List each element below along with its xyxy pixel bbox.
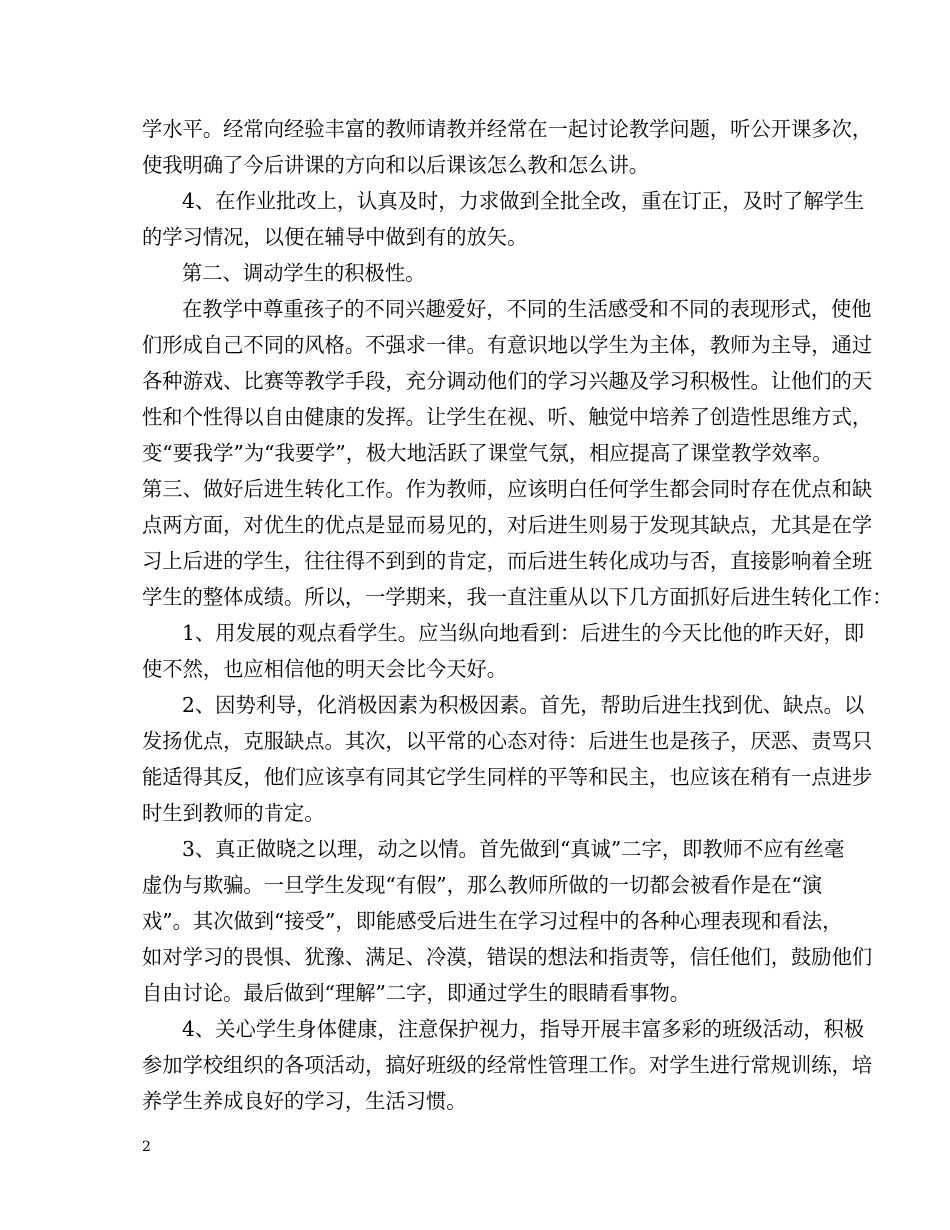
text-line: 使不然，也应相信他的明天会比今天好。 bbox=[142, 657, 508, 681]
text-line: 学水平。经常向经验丰富的教师请教并经常在一起讨论教学问题，听公开课多次， bbox=[142, 117, 873, 141]
text-line: 使我明确了今后讲课的方向和以后课该怎么教和怎么讲。 bbox=[142, 153, 650, 177]
text-line: 各种游戏、比赛等教学手段，充分调动他们的学习兴趣及学习积极性。让他们的天 bbox=[142, 369, 873, 393]
text-line: 参加学校组织的各项活动，搞好班级的经常性管理工作。对学生进行常规训练，培 bbox=[142, 1053, 873, 1077]
section-heading: 第三、做好后进生转化工作。作为教师，应该明白任何学生都会同时存在优点和缺 bbox=[142, 477, 873, 501]
text-line: 3、真正做晓之以理，动之以情。首先做到“真诚”二字，即教师不应有丝毫 bbox=[182, 837, 845, 861]
text-line: 4、关心学生身体健康，注意保护视力，指导开展丰富多彩的班级活动，积极 bbox=[182, 1017, 865, 1041]
text-line: 在教学中尊重孩子的不同兴趣爱好，不同的生活感受和不同的表现形式，使他 bbox=[182, 297, 872, 321]
section-heading: 第二、调动学生的积极性。 bbox=[182, 261, 426, 285]
text-line: 自由讨论。最后做到“理解”二字，即通过学生的眼睛看事物。 bbox=[142, 981, 691, 1005]
text-line: 性和个性得以自由健康的发挥。让学生在视、听、触觉中培养了创造性思维方式， bbox=[142, 405, 873, 429]
text-line: 4、在作业批改上，认真及时，力求做到全批全改，重在订正，及时了解学生 bbox=[182, 189, 865, 213]
text-line: 点两方面，对优生的优点是显而易见的，对后进生则易于发现其缺点，尤其是在学 bbox=[142, 513, 873, 537]
page-number: 2 bbox=[142, 1139, 151, 1155]
text-line: 时生到教师的肯定。 bbox=[142, 801, 325, 825]
text-line: 如对学习的畏惧、犹豫、满足、冷漠，错误的想法和指责等，信任他们，鼓励他们 bbox=[142, 945, 873, 969]
text-line: 习上后进的学生，往往得不到到的肯定，而后进生转化成功与否，直接影响着全班 bbox=[142, 549, 873, 573]
text-line: 们形成自己不同的风格。不强求一律。有意识地以学生为主体，教师为主导，通过 bbox=[142, 333, 873, 357]
text-line: 发扬优点，克服缺点。其次，以平常的心态对待：后进生也是孩子，厌恶、责骂只 bbox=[142, 729, 873, 753]
text-line: 变“要我学”为“我要学”，极大地活跃了课堂气氛，相应提高了课堂教学效率。 bbox=[142, 441, 833, 465]
text-line: 1、用发展的观点看学生。应当纵向地看到：后进生的今天比他的昨天好，即 bbox=[182, 621, 865, 645]
text-line: 2、因势利导，化消极因素为积极因素。首先，帮助后进生找到优、缺点。以 bbox=[182, 693, 865, 717]
text-line: 学生的整体成绩。所以，一学期来，我一直注重从以下几方面抓好后进生转化工作： bbox=[142, 585, 893, 609]
text-line: 养学生养成良好的学习，生活习惯。 bbox=[142, 1089, 467, 1113]
text-line: 虚伪与欺骗。一旦学生发现“有假”，那么教师所做的一切都会被看作是在“演 bbox=[142, 873, 823, 897]
text-line: 戏”。其次做到“接受”，即能感受后进生在学习过程中的各种心理表现和看法， bbox=[142, 909, 843, 933]
text-line: 的学习情况，以便在辅导中做到有的放矢。 bbox=[142, 225, 528, 249]
text-line: 能适得其反，他们应该享有同其它学生同样的平等和民主，也应该在稍有一点进步 bbox=[142, 765, 873, 789]
